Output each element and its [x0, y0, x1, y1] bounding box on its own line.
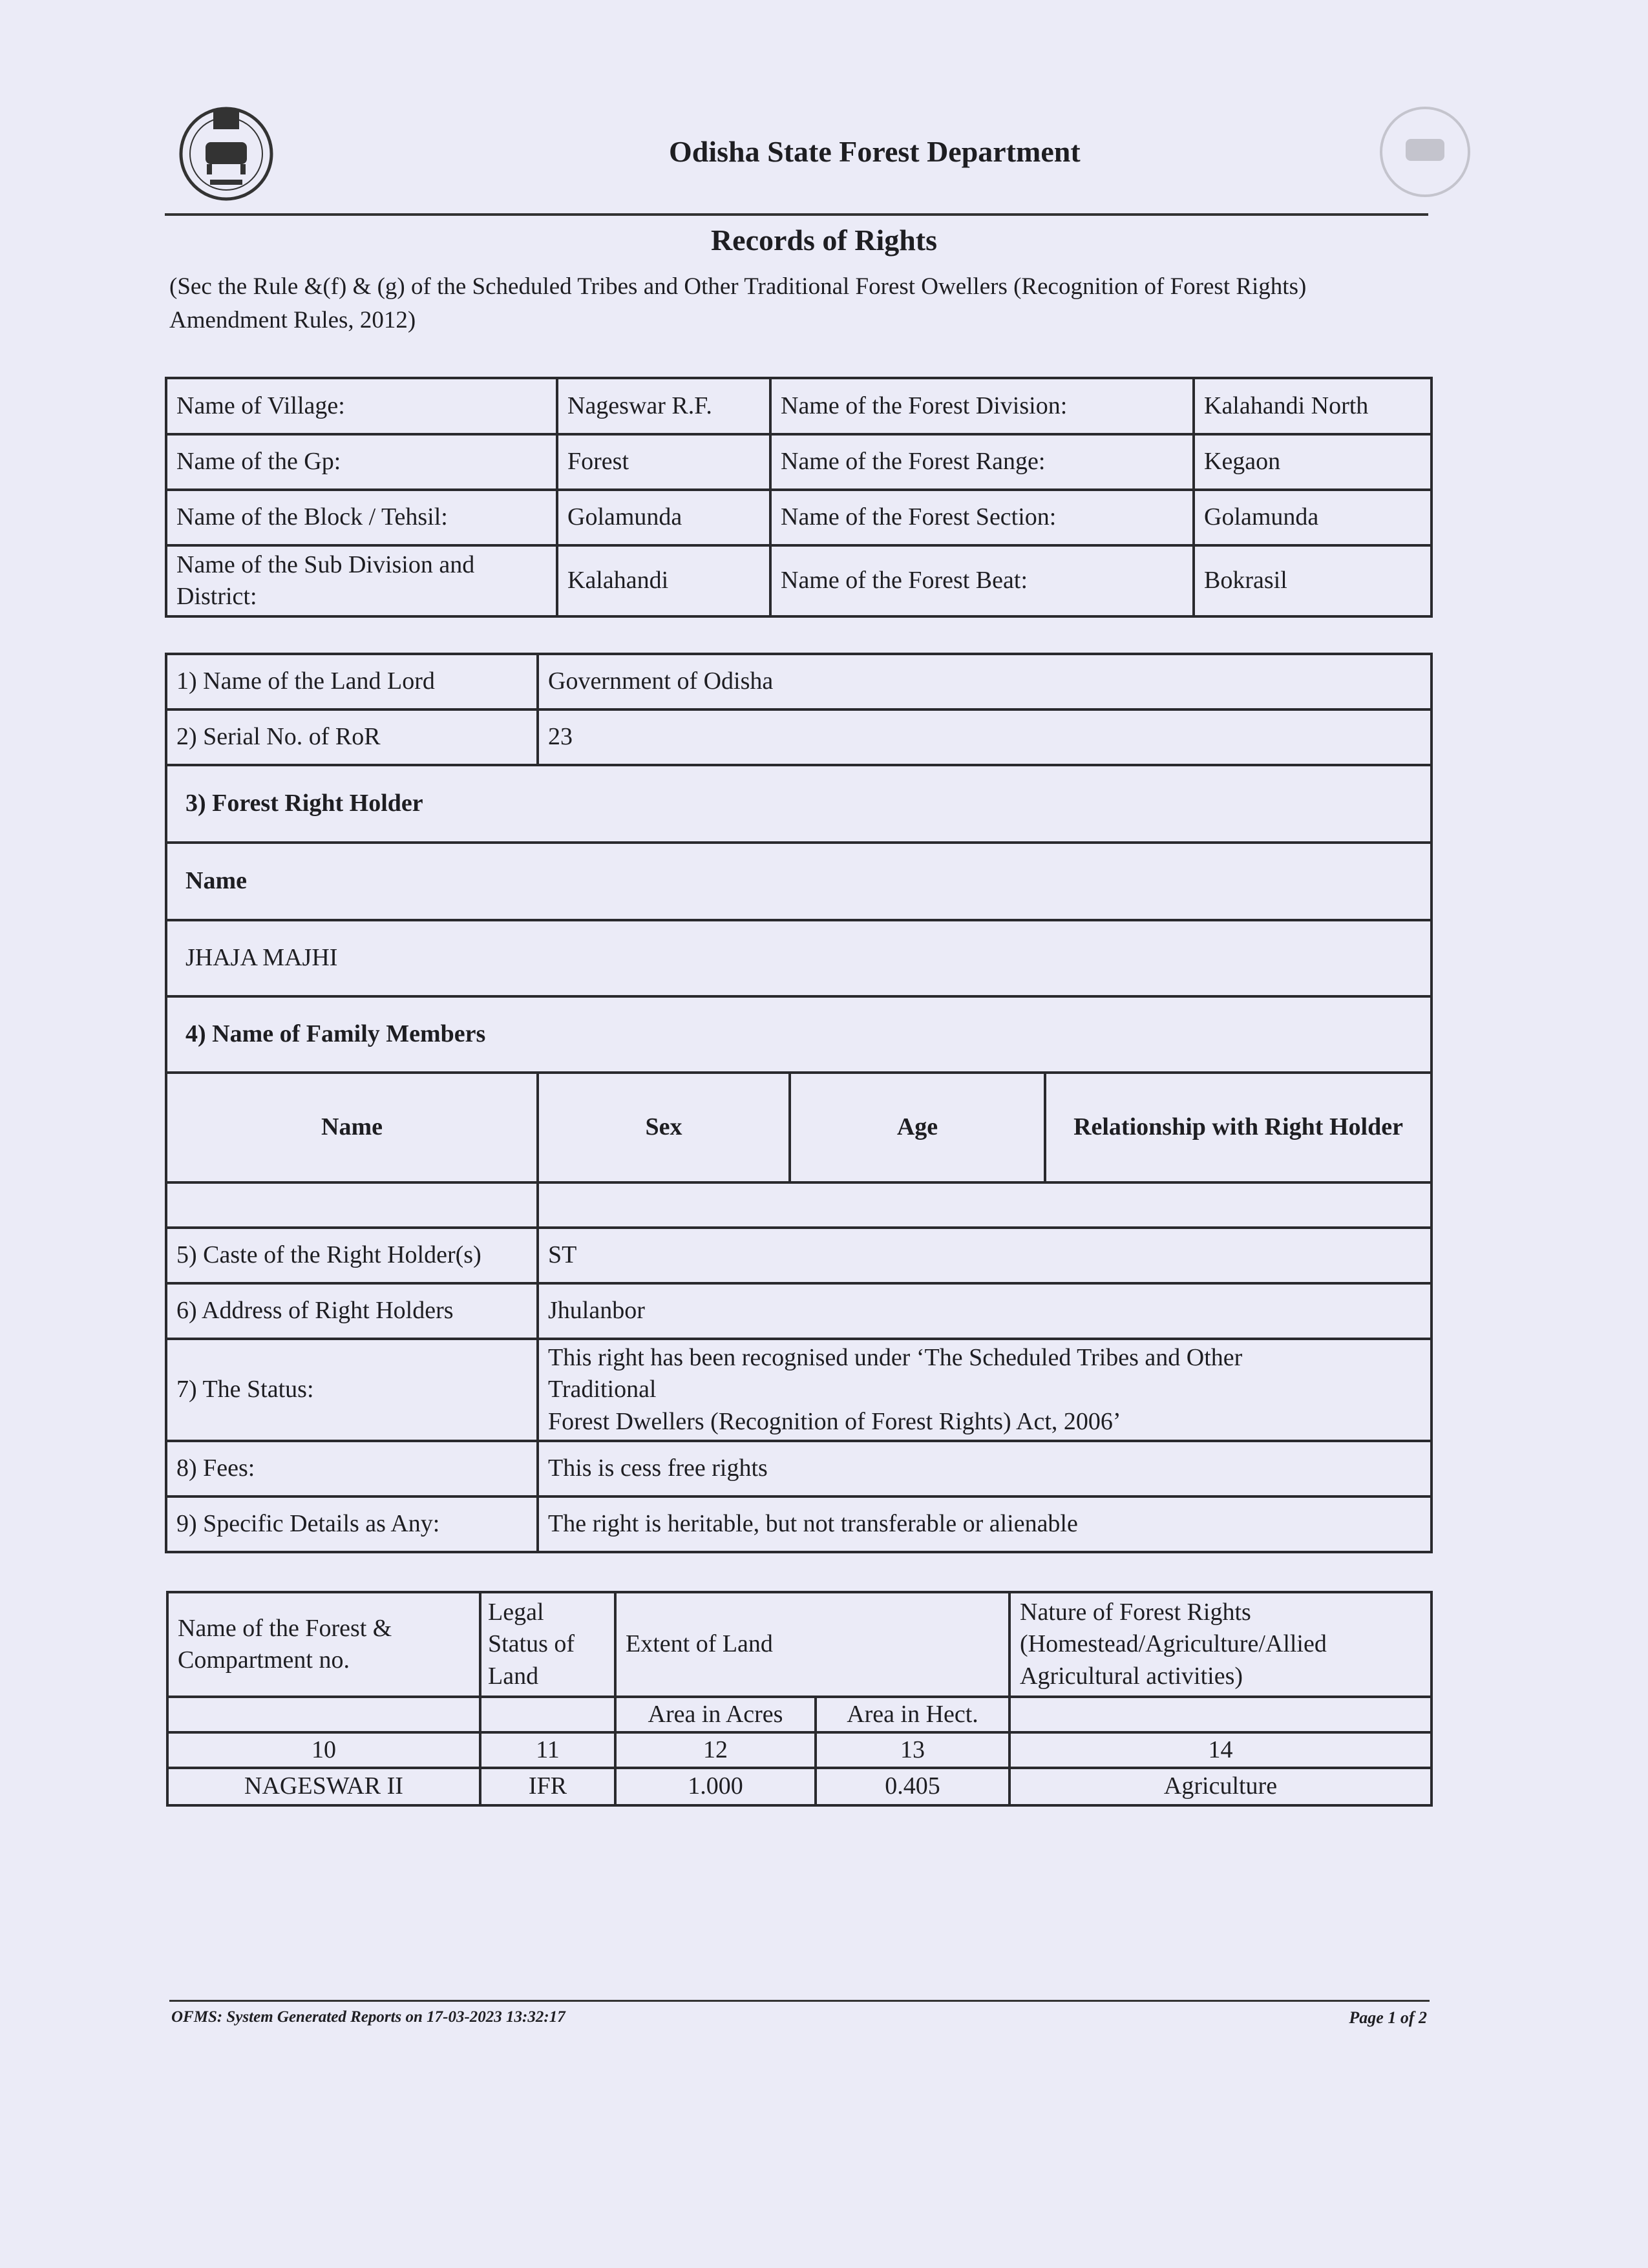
column-number: 14: [1009, 1732, 1431, 1768]
table-row: [166, 654, 1431, 709]
holder-heading: 3) Forest Right Holder: [166, 765, 1431, 843]
family-col-relation: Relationship with Right Holder: [1045, 1073, 1431, 1182]
faded-emblem-seal: [1377, 103, 1474, 200]
land-lord-label: 1) Name of the Land Lord: [166, 654, 538, 709]
holder-name: JHAJA MAJHI: [166, 920, 1431, 996]
table-row: [166, 709, 1431, 765]
department-name: Odisha State Forest Department: [669, 135, 1081, 168]
land-table: [166, 1591, 1433, 1807]
status-line: Traditional: [548, 1376, 657, 1403]
holder-name-heading: Name: [166, 843, 1431, 920]
family-col-sex: Sex: [538, 1073, 790, 1182]
fees-label: 8) Fees:: [166, 1441, 538, 1496]
table-row: [166, 1283, 1431, 1339]
table-row: [167, 1768, 1431, 1805]
gp-label: Name of the Gp:: [166, 434, 557, 490]
table-row: [166, 1496, 1431, 1552]
table-row: [166, 434, 1431, 490]
fees-value: This is cess free rights: [538, 1441, 1431, 1496]
forest-name-value: NAGESWAR II: [167, 1768, 480, 1805]
table-row: [166, 1073, 1431, 1182]
status-value: [538, 1339, 1431, 1441]
address-value: Jhulanbor: [538, 1283, 1431, 1339]
family-col-name: Name: [166, 1073, 538, 1182]
gp-value: Forest: [557, 434, 770, 490]
page-number: Page 1 of 2: [1349, 2008, 1427, 2027]
table-row: [166, 1182, 1431, 1228]
block-value: Golamunda: [557, 490, 770, 545]
column-number: 13: [816, 1732, 1009, 1768]
table-row: [166, 920, 1431, 996]
forest-compartment-header: Name of the Forest & Compartment no.: [167, 1592, 480, 1697]
forest-division-value: Kalahandi North: [1194, 378, 1431, 434]
area-acres-value: 1.000: [615, 1768, 816, 1805]
forest-section-value: Golamunda: [1194, 490, 1431, 545]
footer-generated-text: OFMS: System Generated Reports on 17-03-2023 13:32:17: [171, 2008, 565, 2026]
address-label: 6) Address of Right Holders: [166, 1283, 538, 1339]
family-empty-cell: [538, 1182, 1431, 1228]
header-divider: [165, 213, 1428, 216]
village-value: Nageswar R.F.: [557, 378, 770, 434]
empty-cell: [167, 1697, 480, 1732]
column-number: 12: [615, 1732, 816, 1768]
location-table: [165, 377, 1433, 618]
forest-beat-label: Name of the Forest Beat:: [770, 545, 1194, 616]
forest-section-label: Name of the Forest Section:: [770, 490, 1194, 545]
legal-status-value: IFR: [480, 1768, 615, 1805]
serial-label: 2) Serial No. of RoR: [166, 709, 538, 765]
table-row: [166, 1441, 1431, 1496]
status-line: This right has been recognised under ‘The Scheduled Tribes and Other: [548, 1343, 1243, 1371]
nature-header: Nature of Forest Rights (Homestead/Agriculture/Allied Agricultural activities): [1009, 1592, 1431, 1697]
column-number: 11: [480, 1732, 615, 1768]
forest-range-value: Kegaon: [1194, 434, 1431, 490]
area-hect-header: Area in Hect.: [816, 1697, 1009, 1732]
status-label: 7) The Status:: [166, 1339, 538, 1441]
rights-table: [165, 653, 1433, 1553]
table-row: [166, 996, 1431, 1073]
block-label: Name of the Block / Tehsil:: [166, 490, 557, 545]
table-row: [167, 1697, 1431, 1732]
footer-divider: [169, 2000, 1430, 2002]
area-acres-header: Area in Acres: [615, 1697, 816, 1732]
status-line: Forest Dwellers (Recognition of Forest Rights) Act, 2006’: [548, 1407, 1121, 1435]
document-title: Records of Rights: [710, 224, 938, 257]
land-lord-value: Government of Odisha: [538, 654, 1431, 709]
caste-label: 5) Caste of the Right Holder(s): [166, 1228, 538, 1283]
table-row: [167, 1732, 1431, 1768]
table-row: [167, 1592, 1431, 1697]
details-label: 9) Specific Details as Any:: [166, 1496, 538, 1552]
family-empty-cell: [166, 1182, 538, 1228]
table-row: [166, 843, 1431, 920]
table-row: [166, 378, 1431, 434]
caste-value: ST: [538, 1228, 1431, 1283]
extent-header: Extent of Land: [615, 1592, 1009, 1697]
column-number: 10: [167, 1732, 480, 1768]
area-hect-value: 0.405: [816, 1768, 1009, 1805]
forest-range-label: Name of the Forest Range:: [770, 434, 1194, 490]
table-row: [166, 765, 1431, 843]
empty-cell: [1009, 1697, 1431, 1732]
table-row: [166, 490, 1431, 545]
empty-cell: [480, 1697, 615, 1732]
table-row: [166, 1228, 1431, 1283]
legal-status-header: Legal Status of Land: [480, 1592, 615, 1697]
family-col-age: Age: [790, 1073, 1045, 1182]
family-heading: 4) Name of Family Members: [166, 996, 1431, 1073]
table-row: [166, 1339, 1431, 1441]
serial-value: 23: [538, 709, 1431, 765]
subdivision-label: Name of the Sub Division and District:: [166, 545, 557, 616]
table-row: [166, 545, 1431, 616]
odisha-emblem-seal: [174, 97, 278, 207]
details-value: The right is heritable, but not transferable or alienable: [538, 1496, 1431, 1552]
forest-division-label: Name of the Forest Division:: [770, 378, 1194, 434]
forest-beat-value: Bokrasil: [1194, 545, 1431, 616]
village-label: Name of Village:: [166, 378, 557, 434]
document-subtitle: (Sec the Rule &(f) & (g) of the Scheduled Tribes and Other Traditional Forest Owellers (Recognition of Forest Rights) Amendment Rules, 2012): [169, 273, 1307, 333]
nature-value: Agriculture: [1009, 1768, 1431, 1805]
subdivision-value: Kalahandi: [557, 545, 770, 616]
